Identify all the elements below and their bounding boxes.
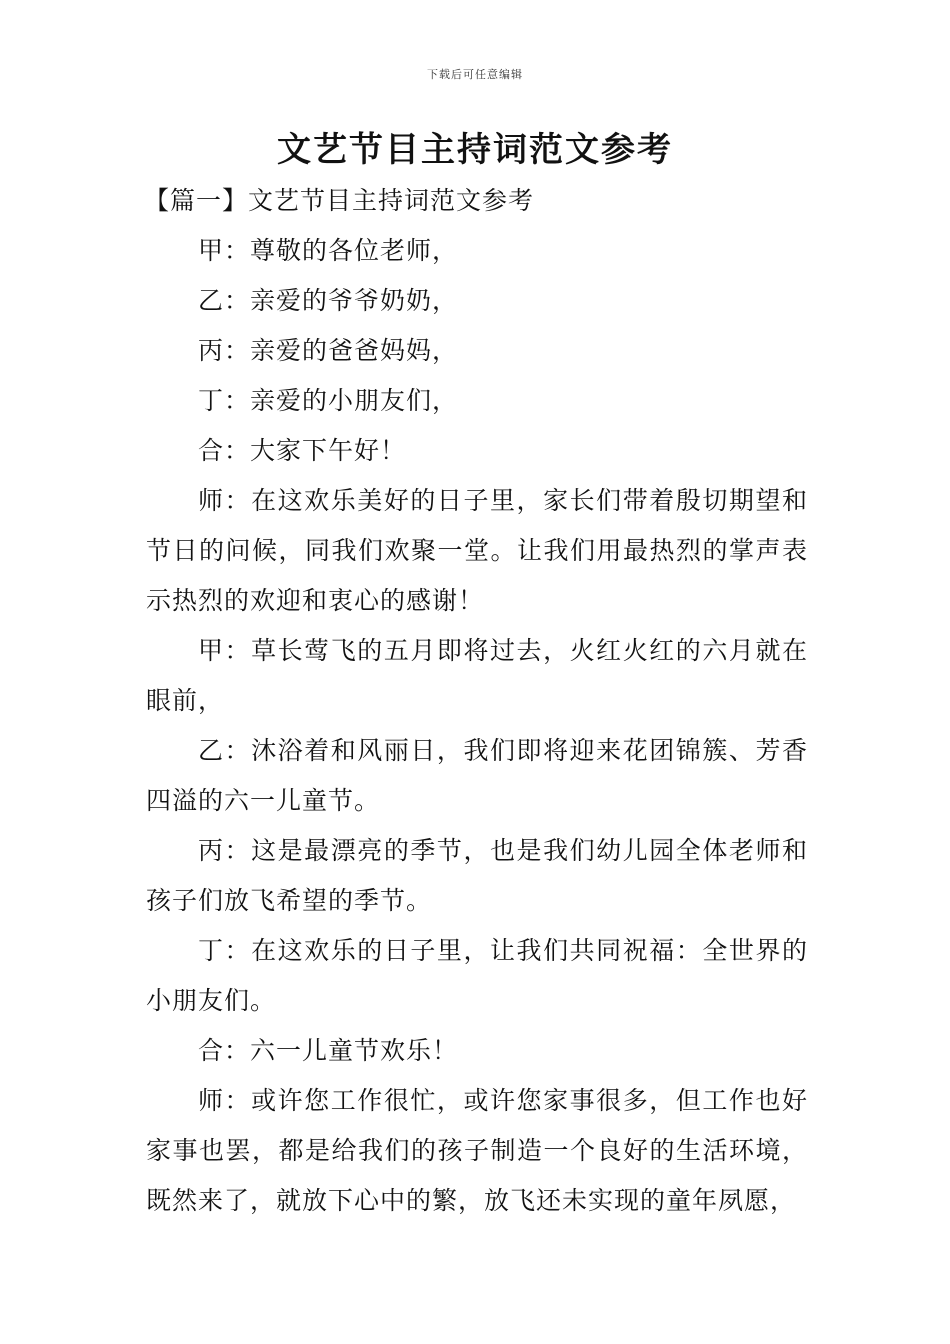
section-heading: 【篇一】文艺节目主持词范文参考: [144, 186, 535, 215]
paragraph-7: 甲：草长莺飞的五月即将过去，火红火红的六月就在眼前，: [146, 636, 808, 715]
header-note: 下载后可任意编辑: [427, 68, 523, 81]
document-body: [146, 176, 808, 1226]
paragraph-6: 师：在这欢乐美好的日子里，家长们带着殷切期望和节日的问候，同我们欢聚一堂。让我们用最热烈的掌声表示热烈的欢迎和衷心的感谢！: [146, 486, 808, 615]
paragraph-8: 乙：沐浴着和风丽日，我们即将迎来花团锦簇、芳香四溢的六一儿童节。: [146, 736, 808, 815]
paragraph-4: 丁：亲爱的小朋友们，: [198, 386, 459, 415]
paragraph-5: 合：大家下午好！: [198, 436, 407, 465]
paragraph-2: 乙：亲爱的爷爷奶奶，: [198, 286, 459, 315]
paragraph-1: 甲：尊敬的各位老师，: [198, 236, 459, 265]
paragraph-11: 合：六一儿童节欢乐！: [198, 1036, 459, 1065]
paragraph-10: 丁：在这欢乐的日子里，让我们共同祝福：全世界的小朋友们。: [146, 936, 808, 1015]
document-title: 文艺节目主持词范文参考: [277, 130, 673, 170]
paragraph-3: 丙：亲爱的爸爸妈妈，: [198, 336, 459, 365]
paragraph-12: 师：或许您工作很忙，或许您家事很多，但工作也好家事也罢，都是给我们的孩子制造一个良好的生活环境，既然来了，就放下心中的繁，放飞还未实现的童年夙愿，: [146, 1086, 808, 1215]
paragraph-9: 丙：这是最漂亮的季节，也是我们幼儿园全体老师和孩子们放飞希望的季节。: [146, 836, 808, 915]
